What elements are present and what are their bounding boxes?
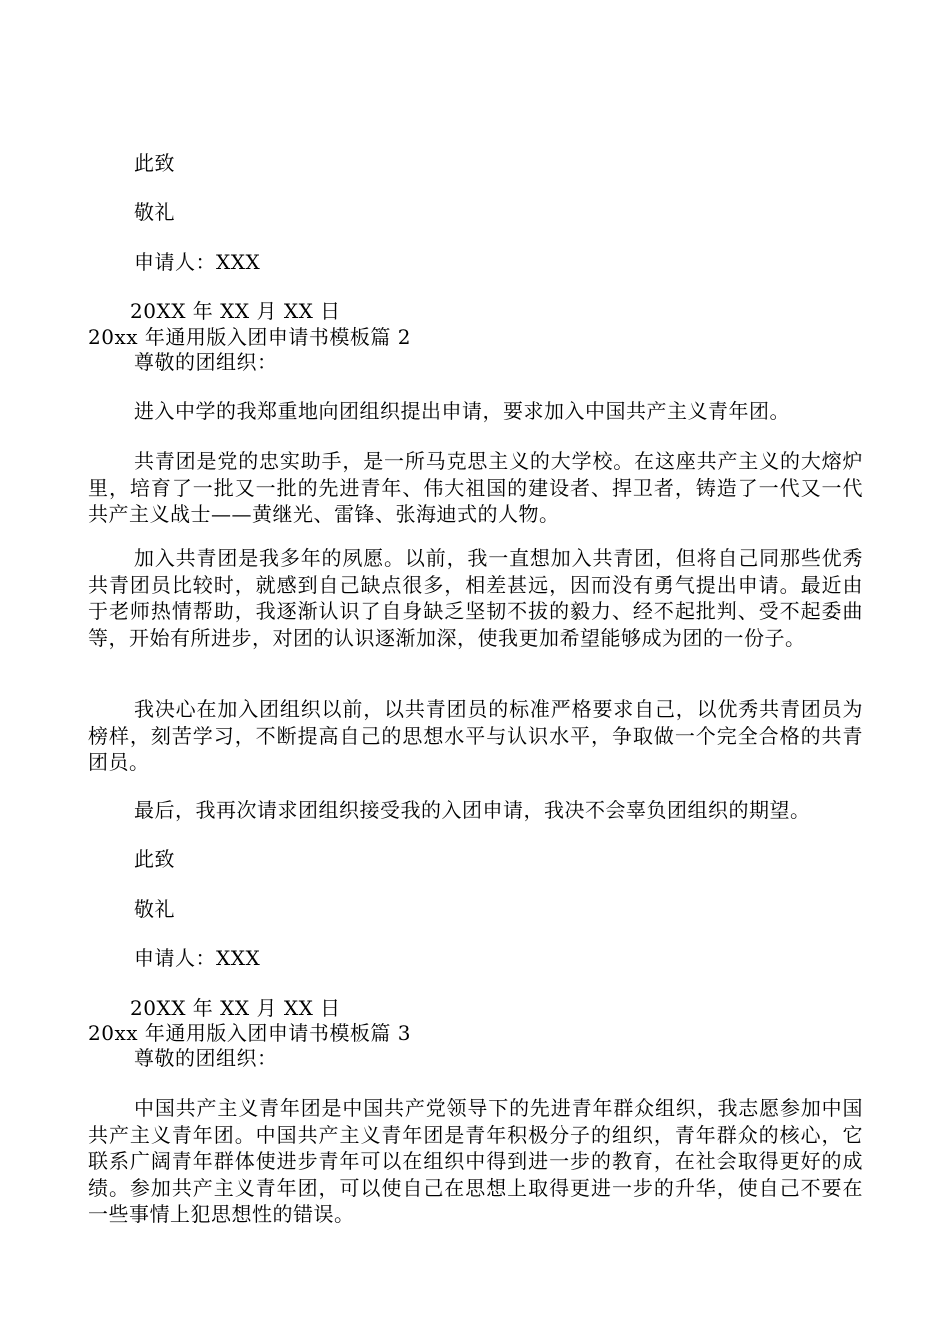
date-text: 20XX 年 XX 月 XX 日	[130, 996, 341, 1020]
paragraph: 加入共青团是我多年的夙愿。以前，我一直想加入共青团，但将自己同那些优秀共青团员比较时，就感到自己缺点很多，相差甚远，因而没有勇气提出申请。最近由于老师热情帮助，我逐渐认识了自身缺乏坚韧不拔的毅力、经不起批判、受不起委曲等，开始有所进步，对团的认识逐渐加深，使我更加希望能够成为团的一份子。	[88, 546, 863, 650]
date-text: 20XX 年 XX 月 XX 日	[130, 299, 341, 323]
section-heading: 20xx 年通用版入团申请书模板篇 2	[88, 325, 411, 349]
paragraph: 我决心在加入团组织以前，以共青团员的标准严格要求自己，以优秀共青团员为榜样，刻苦学习，不断提高自己的思想水平与认识水平，争取做一个完全合格的共青团员。	[88, 697, 863, 774]
paragraph: 中国共产主义青年团是中国共产党领导下的先进青年群众组织，我志愿参加中国共产主义青年团。中国共产主义青年团是青年积极分子的组织，青年群众的核心，它联系广阔青年群体使进步青年可以在组织中得到进一步的教育，在社会取得更好的成绩。参加共产主义青年团，可以使自己在思想上取得更进一步的升华，使自己不要在一些事情上犯思想性的错误。	[88, 1096, 863, 1226]
greeting-text: 尊敬的团组织：	[134, 1046, 278, 1070]
regards-text: 敬礼	[134, 200, 175, 224]
paragraph: 进入中学的我郑重地向团组织提出申请，要求加入中国共产主义青年团。	[134, 399, 790, 423]
applicant-text: 申请人：XXX	[134, 250, 261, 274]
greeting-text: 尊敬的团组织：	[134, 350, 278, 374]
salutation-text: 此致	[134, 151, 175, 175]
paragraph: 共青团是党的忠实助手，是一所马克思主义的大学校。在这座共产主义的大熔炉里，培育了一批又一批的先进青年、伟大祖国的建设者、捍卫者，铸造了一代又一代共产主义战士——黄继光、雷锋、张海迪式的人物。	[88, 449, 863, 526]
paragraph: 最后，我再次请求团组织接受我的入团申请，我决不会辜负团组织的期望。	[134, 798, 811, 822]
applicant-text: 申请人：XXX	[134, 946, 261, 970]
salutation-text: 此致	[134, 847, 175, 871]
regards-text: 敬礼	[134, 897, 175, 921]
section-heading: 20xx 年通用版入团申请书模板篇 3	[88, 1021, 411, 1045]
